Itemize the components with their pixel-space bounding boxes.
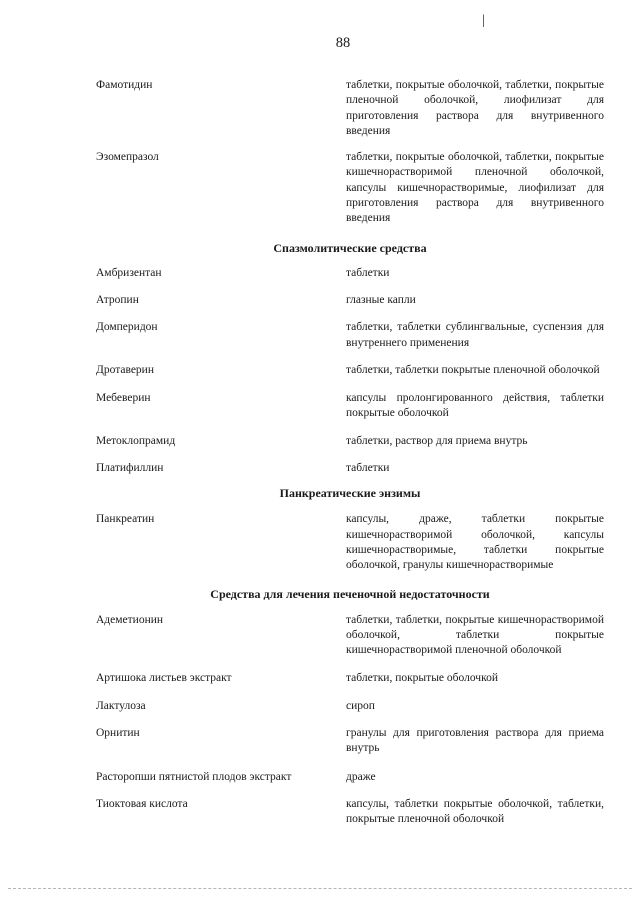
section-heading: Панкреатические энзимы [279,486,421,501]
drug-row [96,266,604,281]
dosage-forms: гранулы для приготовления раствора для приема внутрь [346,727,604,755]
dosage-forms: драже [346,770,376,783]
drug-row [96,797,604,828]
drug-name: Атропин [96,293,139,306]
dosage-forms: глазные капли [346,293,416,306]
dosage-forms: таблетки, покрытые оболочкой, таблетки, покрытые пленочной оболочкой, лиофилизат для приготовления раствора для внутривенного введения [346,79,604,137]
section-heading: Спазмолитические средства [273,240,427,255]
dosage-forms: капсулы пролонгированного действия, таблетки покрытые оболочкой [346,392,604,420]
dosage-forms: таблетки, покрытые оболочкой [346,672,498,685]
drug-row [96,363,604,378]
drug-name: Адеметионин [96,613,164,626]
drug-row [96,434,604,449]
drug-name: Лактулоза [96,699,146,712]
dosage-forms: таблетки, раствор для приема внутрь [346,434,528,447]
drug-list [96,78,604,828]
dosage-forms: сироп [346,699,375,712]
dosage-forms: капсулы, драже, таблетки покрытые кишечнорастворимой оболочкой, капсулы кишечнорастворимые, таблетки покрытые оболочкой, гранулы кишечнорастворимые [346,513,604,572]
drug-row [96,78,604,139]
drug-row [96,512,604,573]
drug-name: Орнитин [96,727,140,740]
drug-name: Платифиллин [96,462,164,475]
drug-name: Артишока листьев экстракт [96,672,232,685]
section-heading: Средства для лечения печеночной недостаточности [210,586,490,601]
drug-row [96,613,604,659]
drug-row [96,293,604,308]
page-corner-mark: | [482,13,485,28]
drug-row [96,726,604,757]
drug-row [96,770,604,785]
drug-name: Домперидон [96,321,158,334]
drug-name: Эзомепразол [96,151,159,164]
drug-row [96,671,604,686]
dosage-forms: таблетки, таблетки сублингвальные, суспензия для внутреннего применения [346,321,604,349]
drug-name: Мебеверин [96,392,151,405]
drug-name: Амбризентан [96,266,162,279]
dosage-forms: таблетки [346,462,390,475]
drug-row [96,699,604,714]
dosage-forms: таблетки, таблетки, покрытые кишечнорастворимой оболочкой, таблетки покрытые кишечнорастворимой пленочной оболочкой [346,613,604,657]
drug-name: Расторопши пятнистой плодов экстракт [96,770,292,783]
drug-name: Тиоктовая кислота [96,797,188,810]
drug-row [96,391,604,422]
drug-row [96,150,604,226]
dosage-forms: таблетки, покрытые оболочкой, таблетки, покрытые кишечнорастворимой пленочной оболочкой, капсулы кишечнорастворимые, лиофилизат для приготовления раствора для внутривенного введения [346,151,604,225]
drug-name: Панкреатин [96,513,155,526]
dosage-forms: таблетки, таблетки покрытые пленочной оболочкой [346,363,600,376]
drug-row [96,320,604,351]
drug-row [96,461,604,476]
drug-name: Фамотидин [96,79,153,91]
footer-scan-line [8,888,632,889]
drug-name: Дротаверин [96,363,154,376]
drug-name: Метоклопрамид [96,434,176,447]
dosage-forms: капсулы, таблетки покрытые оболочкой, таблетки, покрытые пленочной оболочкой [346,797,604,826]
dosage-forms: таблетки [346,266,390,279]
page-number: 88 [335,35,351,51]
